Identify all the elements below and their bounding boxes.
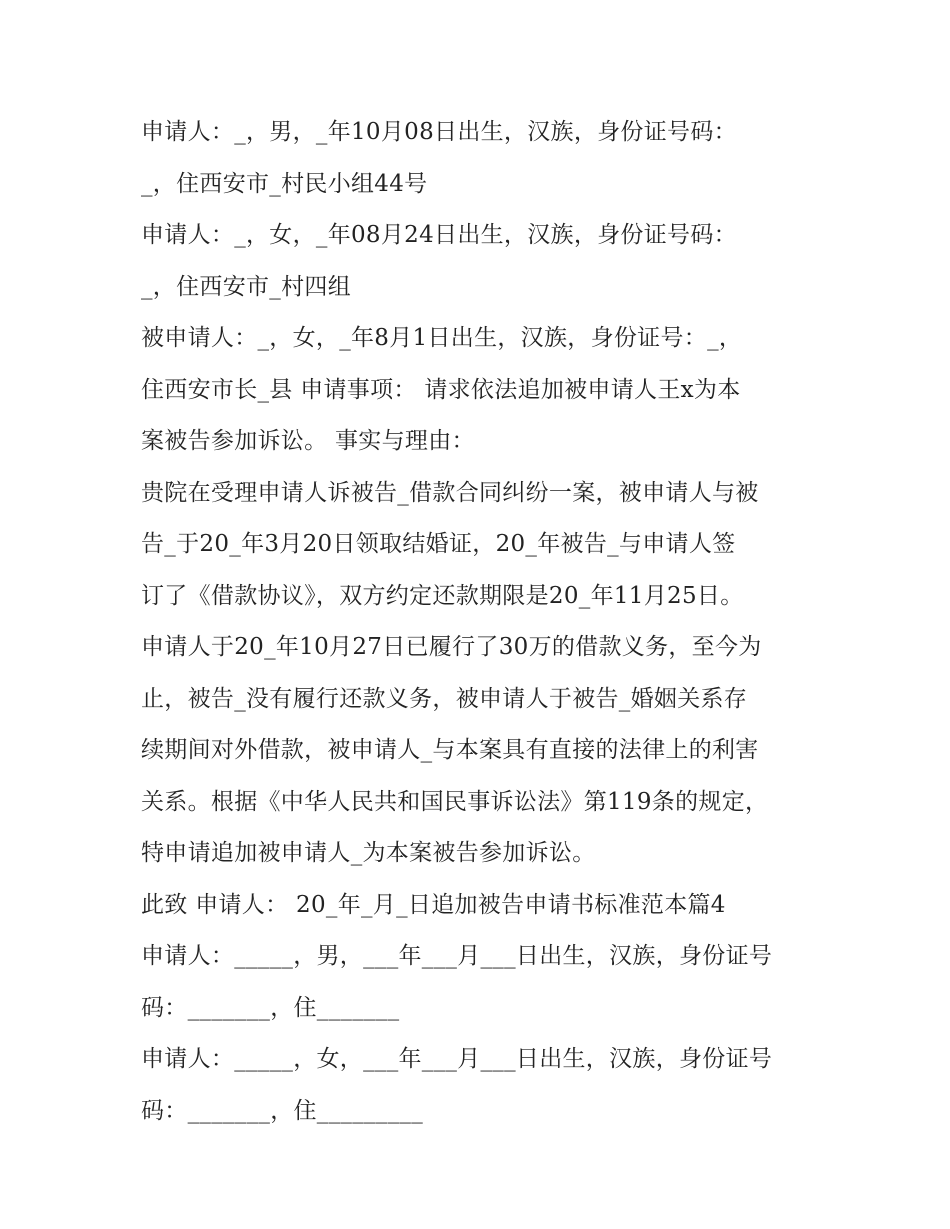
text-line-facts-6: 续期间对外借款，被申请人_与本案具有直接的法律上的利害 [141, 737, 759, 763]
text-line-applicant-1-b: _，住西安市_村民小组44号 [141, 170, 428, 197]
text-line-facts-5: 止，被告_没有履行还款义务，被申请人于被告_婚姻关系存 [141, 685, 748, 712]
text-line-applicant-1-a: 申请人：_，男，_年10月08日出生，汉族，身份证号码： [141, 119, 737, 145]
text-line-template-applicant-2-b: 码：_______，住_________ [141, 1097, 423, 1124]
text-line-respondent-a: 被申请人：_，女，_年8月1日出生，汉族，身份证号：_， [141, 325, 743, 351]
text-line-template-applicant-1-b: 码：_______，住_______ [141, 994, 400, 1021]
text-line-respondent-c: 案被告参加诉讼。 事实与理由： [141, 428, 475, 454]
text-line-applicant-2-b: _，住西安市_村四组 [141, 273, 351, 300]
text-line-applicant-2-a: 申请人：_，女，_年08月24日出生，汉族，身份证号码： [141, 222, 737, 248]
text-line-respondent-b: 住西安市长_县 申请事项： 请求依法追加被申请人王x为本 [141, 376, 741, 403]
text-line-facts-7: 关系。根据《中华人民共和国民事诉讼法》第119条的规定， [141, 788, 769, 815]
text-line-template-applicant-1-a: 申请人：_____，男，___年___月___日出生，汉族，身份证号 [141, 943, 773, 969]
text-line-closing: 此致 申请人： 20_年_月_日追加被告申请书标准范本篇4 [141, 891, 726, 918]
text-line-facts-8: 特申请追加被申请人_为本案被告参加诉讼。 [141, 840, 596, 866]
text-line-facts-1: 贵院在受理申请人诉被告_借款合同纠纷一案，被申请人与被 [141, 479, 759, 506]
text-line-facts-3: 订了《借款协议》，双方约定还款期限是20_年11月25日。 [141, 582, 744, 609]
text-line-facts-4: 申请人于20_年10月27日已履行了30万的借款义务，至今为 [141, 634, 762, 660]
text-line-facts-2: 告_于20_年3月20日领取结婚证，20_年被告_与申请人签 [141, 531, 736, 557]
text-line-template-applicant-2-a: 申请人：_____，女，___年___月___日出生，汉族，身份证号 [141, 1046, 773, 1072]
document-body [141, 107, 821, 1137]
